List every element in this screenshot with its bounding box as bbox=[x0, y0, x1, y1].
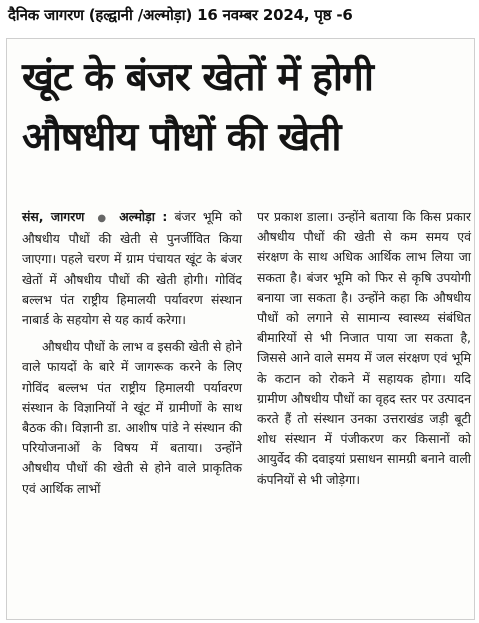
bullet-separator: ● bbox=[97, 213, 107, 224]
paragraph-1-text: बंजर भूमि को औषधीय पौधों की खेती से पुनर्जीवित किया जाएगा। पहले चरण में ग्राम पंचायत खूंट के बंजर खेतों में औषधीय पौधों की खेती होगी। गोविंद बल्लभ पंत राष्ट्रीय हिमालयी पर्यावरण संस्थान नाबार्ड के सहयोग से यह कार्य करेगा। bbox=[22, 209, 242, 328]
dateline-location: अल्मोड़ा : bbox=[119, 209, 168, 224]
paragraph-3: पर प्रकाश डाला। उन्होंने बताया कि किस प्रकार औषधीय पौधों की खेती से कम समय एवं संरक्षण के साथ अधिक आर्थिक लाभ लिया जा सकता है। बंजर भूमि को फिर से कृषि उपयोगी बनाया जा सकता है। उन्होंने कहा कि औषधीय पौधों को लगाने से सामान्य स्वास्थ्य संबंधित बीमारियों से भी निजात पाया जा सकता है, जिससे आने वाले समय में जल संरक्षण एवं भूमि के कटान को रोकने में सहायक होगा। यदि ग्रामीण औषधीय पौधों का वृहद स्तर पर उत्पादन करते हैं तो संस्थान उनका उत्तराखंड जड़ी बूटी शोध संस्थान में पंजीकरण कर किसानों को आयुर्वेद की दवाइयां प्रसाधन सामग्री बनाने वाली कंपनियों से भी जोड़ेगा। bbox=[257, 209, 471, 487]
article-column-right bbox=[257, 207, 471, 490]
paragraph-1 bbox=[22, 207, 242, 330]
headline-line-1: खूंट के बंजर खेतों में होगी bbox=[22, 55, 373, 100]
headline-line-2: औषधीय पौधों की खेती bbox=[22, 115, 341, 160]
byline: संस, जागरण bbox=[22, 209, 85, 224]
source-line: दैनिक जागरण (हल्द्वानी /अल्मोड़ा) 16 नवम्बर 2024, पृष्ठ -6 bbox=[8, 6, 353, 24]
paragraph-2: औषधीय पौधों के लाभ व इसकी खेती से होने वाले फायदों के बारे में जागरूक करने के लिए गोविंद बल्लभ पंत राष्ट्रीय हिमालयी पर्यावरण संस्थान के विज्ञानियों ने खूंट में ग्रामीणों के साथ बैठक की। विज्ञानी डा. आशीष पांडे ने संस्थान की परियोजनाओं के विषय में बताया। उन्होंने औषधीय पौधों की खेती से होने वाले प्राकृतिक एवं आर्थिक लाभों bbox=[22, 339, 242, 496]
headline bbox=[22, 48, 462, 168]
article-column-left bbox=[22, 207, 242, 499]
